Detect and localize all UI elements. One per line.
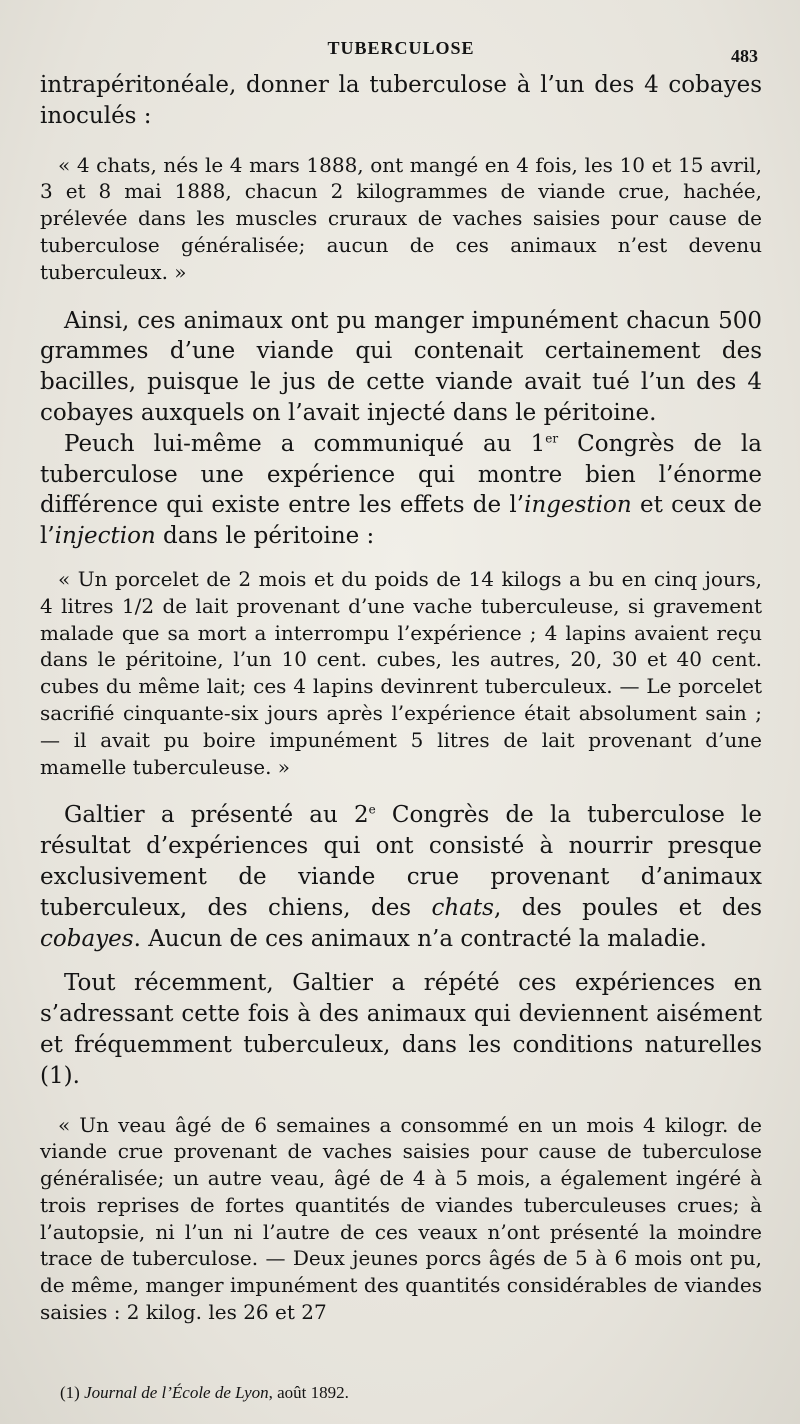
p4-a: Galtier a présenté au 2 [64,802,369,829]
footnote-date: , août 1892. [268,1383,349,1402]
p4-c: , des poules et des [493,894,763,921]
page-header [40,30,762,70]
quote-cats: « 4 chats, nés le 4 mars 1888, ont mangé en 4 fois, les 10 et 15 avril, 3 et 8 mai 1888, chacun 2 kilogrammes de viande crue, hachée, prélevée dans les muscles cruraux de vaches saisies pour cause de tuberculose généralisée; aucun de ces animaux n’est devenu tuberculeux. » [40,152,762,284]
p3-c: et ceux de l’ [40,492,762,550]
p4-em-chats: chats [431,894,494,921]
footnote [60,1383,349,1403]
p3-em-injection: injection [54,523,156,550]
p4-em-cobayes: cobayes [40,925,134,952]
footnote-source: Journal de l’École de Lyon [84,1383,269,1402]
quote-calves: « Un veau âgé de 6 semaines a consommé en un mois 4 kilogr. de viande crue provenant de vaches saisies pour cause de tuberculose généralisée; un autre veau, âgé de 4 à 5 mois, a également ingéré à trois reprises de fortes quantités de viandes tuberculeuses crues; à l’autopsie, ni l’un ni l’autre de ces veaux n’ont présenté la moindre trace de tuberculose. — Deux jeunes porcs âgés de 5 à 6 mois ont pu, de même, manger impunément des quantités considérables de viandes saisies : 2 kilog. les 26 et 27 [40,1112,762,1325]
paragraph-5: Tout récemment, Galtier a répété ces expériences en s’adressant cette fois à des animaux qui deviennent aisément et fréquemment tuberculeux, dans les conditions naturelles (1). [40,970,762,1089]
running-title: TUBERCULOSE [327,38,475,58]
paragraph-3 [40,429,762,552]
p3-em-ingestion: ingestion [524,492,632,519]
p3-d: dans le péritoine : [155,523,375,550]
quote-piglet: « Un porcelet de 2 mois et du poids de 14 kilogs a bu en cinq jours, 4 litres 1/2 de lait provenant d’une vache tuberculeuse, si gravement malade que sa mort a interrompu l’expérience ; 4 lapins avaient reçu dans le péritoine, l’un 10 cent. cubes, les autres, 20, 30 et 40 cent. cubes du même lait; ces 4 lapins devinrent tuberculeux. — Le porcelet sacrifié cinquante-six jours après l’expérience était absolument sain ; — il avait pu boire impunément 5 litres de lait provenant d’une mamelle tuberculeuse. » [40,566,762,779]
p4-d: . Aucun de ces animaux n’a contracté la maladie. [133,925,707,952]
p3-a: Peuch lui-même a communiqué au 1 [64,430,546,457]
p3-sup: er [545,431,559,446]
p3-b: Congrès de la tuberculose une expérience qui montre bien l’énorme différence qui existe entre les effets de l’ [40,430,762,519]
paragraph-1: intrapéritonéale, donner la tuberculose à l’un des 4 cobayes inoculés : [40,72,762,129]
p4-sup: e [368,802,376,817]
paragraph-2: Ainsi, ces animaux ont pu manger impunément chacun 500 grammes d’une viande qui contenait certainement des bacilles, puisque le jus de cette viande avait tué l’un des 4 cobayes auxquels on l’avait injecté dans le péritoine. [40,307,762,426]
paragraph-4 [40,800,762,954]
page-number: 483 [731,46,758,66]
footnote-marker: (1) [60,1383,85,1402]
p4-b: Congrès de la tuberculose le résultat d’expériences qui ont consisté à nourrir presque exclusivement de viande crue provenant d’animaux tuberculeux, des chiens, des [40,802,763,921]
